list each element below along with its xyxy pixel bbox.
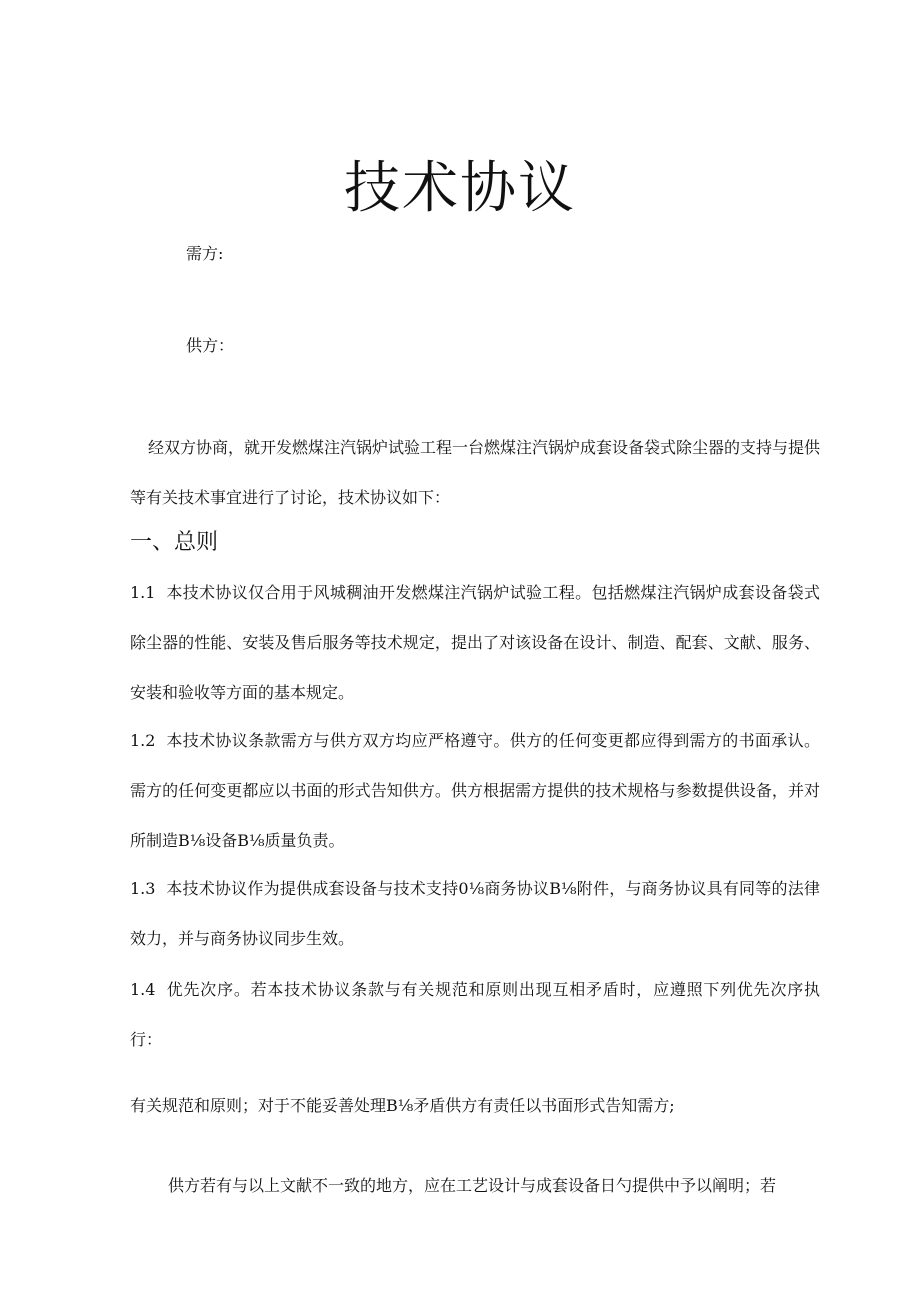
clause-text: 优先次序。若本技术协议条款与有关规范和原则出现互相矛盾时，应遵照下列优先次序执行： [130,980,820,1049]
clause-text: 本技术协议作为提供成套设备与技术支持0⅛商务协议B⅛附件，与商务协议具有同等的法律效力，并与商务协议同步生效。 [130,879,820,948]
section-heading: 一、总则 [130,530,219,555]
clause-number: 1.1 [130,583,156,602]
priority-line: 有关规范和原则；对于不能妥善处理B⅛矛盾供方有责任以书面形式告知需方; [130,1096,675,1115]
closing-paragraph: 供方若有与以上文献不一致的地方，应在工艺设计与成套设备日勺提供中予以阐明；若 [168,1176,777,1195]
clause-1-2 [130,716,820,866]
intro-paragraph: 经双方协商，就开发燃煤注汽锅炉试验工程一台燃煤注汽锅炉成套设备袋式除尘器的支持与提供等有关技术事宜进行了讨论，技术协议如下： [130,438,821,507]
clause-text: 本技术协议条款需方与供方双方均应严格遵守。供方的任何变更都应得到需方的书面承认。需方的任何变更都应以书面的形式告知供方。供方根据需方提供的技术规格与参数提供设备，并对所制造B⅛设备B⅛质量负责。 [130,731,820,850]
clause-number: 1.3 [130,879,156,898]
clause-1-4 [130,965,820,1065]
clause-1-1 [130,568,820,718]
document-title: 技术协议 [344,155,576,221]
clause-text: 本技术协议仅合用于风城稠油开发燃煤注汽锅炉试验工程。包括燃煤注汽锅炉成套设备袋式除尘器的性能、安装及售后服务等技术规定，提出了对该设备在设计、制造、配套、文献、服务、安装和验收等方面的基本规定。 [130,583,820,702]
clause-number: 1.2 [130,731,156,750]
supplier-label: 供方： [186,336,235,355]
buyer-label: 需方: [186,244,224,263]
clause-1-3 [130,864,820,964]
clause-number: 1.4 [130,980,156,999]
